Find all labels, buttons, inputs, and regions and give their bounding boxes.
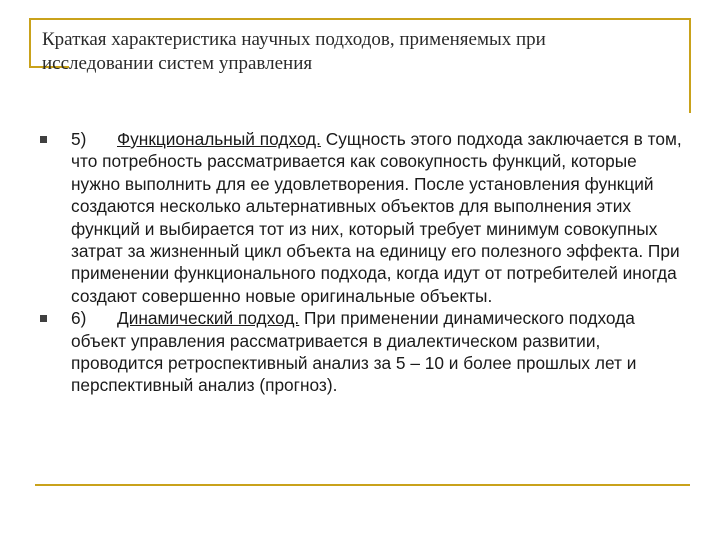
item-heading: Динамический подход. [117, 308, 300, 329]
item-number: 6) [71, 308, 87, 329]
item-heading: Функциональный подход. [117, 129, 321, 149]
item-text: Сущность этого подхода заключается в том, что потребность рассматривается как совокупность функций, которые нужно выполнить для ее удовлетворения. После установления функций создаются несколько альтернативных объектов для выполнения этих функций и выбирается тот из них, который требует минимум совокупных затрат за жизненный цикл объекта на единицу его полезного эффекта. При применении функционального подхода, когда идут от потребителей иногда создают совершенно новые оригинальные объекты. [71, 129, 682, 306]
list-item [40, 307, 690, 397]
square-bullet-icon [40, 136, 47, 143]
list-item [40, 128, 690, 307]
bullet-list [40, 128, 690, 397]
frame-top-rule [29, 18, 691, 20]
item-number: 5) [71, 129, 87, 149]
bottom-rule [35, 484, 690, 486]
slide-title: Краткая характеристика научных подходов, применяемых при исследовании систем управления [42, 29, 546, 74]
square-bullet-icon [40, 315, 47, 322]
frame-right-rule [689, 18, 691, 113]
item-text: При применении динамического подхода объект управления рассматривается в диалектическом развитии, проводится ретроспективный анализ за 5 – 10 и более прошлых лет и перспективный анализ (прогноз). [71, 308, 637, 396]
frame-left-rule [29, 18, 31, 68]
